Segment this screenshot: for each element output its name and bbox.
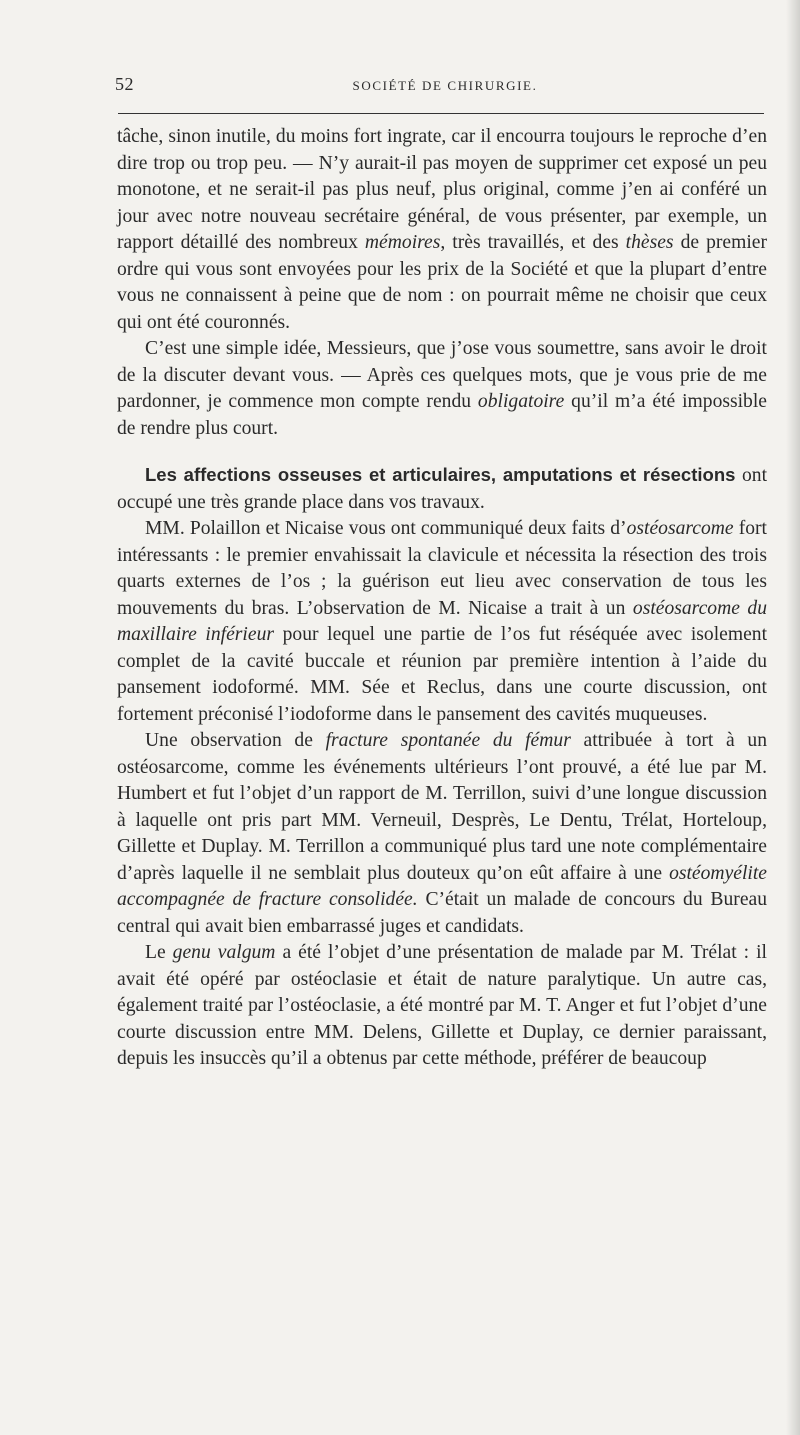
section-heading: Les affections osseuses et articulaires, amputations et résections bbox=[145, 464, 736, 485]
italic-term: thèses bbox=[625, 232, 674, 253]
body-text bbox=[117, 124, 767, 1073]
paragraph-continued: tâche, sinon inutile, du moins fort ingrate, car il encourra toujours le reproche d’en dire trop ou trop peu. — N’y aurait-il pas moyen de supprimer cet exposé un peu monotone, et ne serait-il pas plus neuf, plus original, comme j’en ai conféré un jour avec notre nouveau secrétaire général, de vous présenter, par exemple, un rapport détaillé des nombreux mémoires, très travaillés, et des thèses de premier ordre qui vous sont envoyées pour les prix de la Société et que la plupart d’entre vous ne connaissent à peine que de nom : on pourrait même ne choisir que ceux qui ont été couronnés. bbox=[117, 126, 768, 333]
italic-term: ostéomyélite accompagnée de fracture consolidée. bbox=[117, 862, 767, 910]
page-header bbox=[115, 74, 765, 104]
paragraph: Une observation de fracture spontanée du fémur attribuée à tort à un ostéosarcome, comme les événements ultérieurs l’ont prouvé, a été lue par M. Humbert et fut l’objet d’un rapport de M. Terrillon, suivi d’une longue discussion à laquelle ont pris part MM. Verneuil, Desprès, Le Dentu, Trélat, Horteloup, Gillette et Duplay. M. Terrillon a communiqué plus tard une note complémentaire d’après laquelle il ne semblait plus douteux qu’on eût affaire à une ostéomyélite accompagnée de fracture consolidée. C’était un malade de concours du Bureau central qui avait bien embarrassé juges et candidats. bbox=[117, 730, 768, 937]
running-head: SOCIÉTÉ DE CHIRURGIE. bbox=[352, 78, 538, 93]
italic-term: mémoires bbox=[364, 232, 441, 253]
italic-term: obligatoire bbox=[477, 391, 565, 412]
page-number: 52 bbox=[115, 74, 134, 94]
italic-term: genu valgum bbox=[172, 942, 276, 963]
header-rule bbox=[118, 113, 764, 114]
page-edge-shadow bbox=[786, 0, 800, 1435]
paragraph: C’est une simple idée, Messieurs, que j’ose vous soumettre, sans avoir le droit de la discuter devant vous. — Après ces quelques mots, que je vous prie de me pardonner, je commence mon compte rendu obligatoire qu’il m’a été impossible de rendre plus court. bbox=[117, 338, 767, 439]
paragraph: Le genu valgum a été l’objet d’une présentation de malade par M. Trélat : il avait été opéré par ostéoclasie et était de nature paralytique. Un autre cas, également traité par l’ostéoclasie, a été montré par M. T. Anger et fut l’objet d’une courte discussion entre MM. Delens, Gillette et Duplay, ce dernier paraissant, depuis les insuccès qu’il a obtenus par cette méthode, préférer de beaucoup bbox=[117, 942, 767, 1069]
italic-term: fracture spontanée du fémur bbox=[325, 730, 571, 751]
section-paragraph: Les affections osseuses et articulaires, amputations et résections ont occupé une très grande place dans vos travaux. bbox=[117, 464, 768, 513]
paragraph: MM. Polaillon et Nicaise vous ont communiqué deux faits d’ostéosarcome fort intéressants : le premier envahissait la clavicule et nécessita la résection des trois quarts externes de l’os ; la guérison eut lieu avec conservation de tous les mouvements du bras. L’observation de M. Nicaise a trait à un ostéosarcome du maxillaire inférieur pour lequel une partie de l’os fut réséquée avec isolement complet de la cavité buccale et réunion par première intention à l’aide du pansement iodoformé. MM. Sée et Reclus, dans une courte discussion, ont fortement préconisé l’iodoforme dans le pansement des cavités muqueuses. bbox=[117, 518, 768, 725]
italic-term: ostéosarcome bbox=[626, 518, 734, 539]
italic-term: ostéosarcome du maxillaire inférieur bbox=[117, 597, 767, 645]
